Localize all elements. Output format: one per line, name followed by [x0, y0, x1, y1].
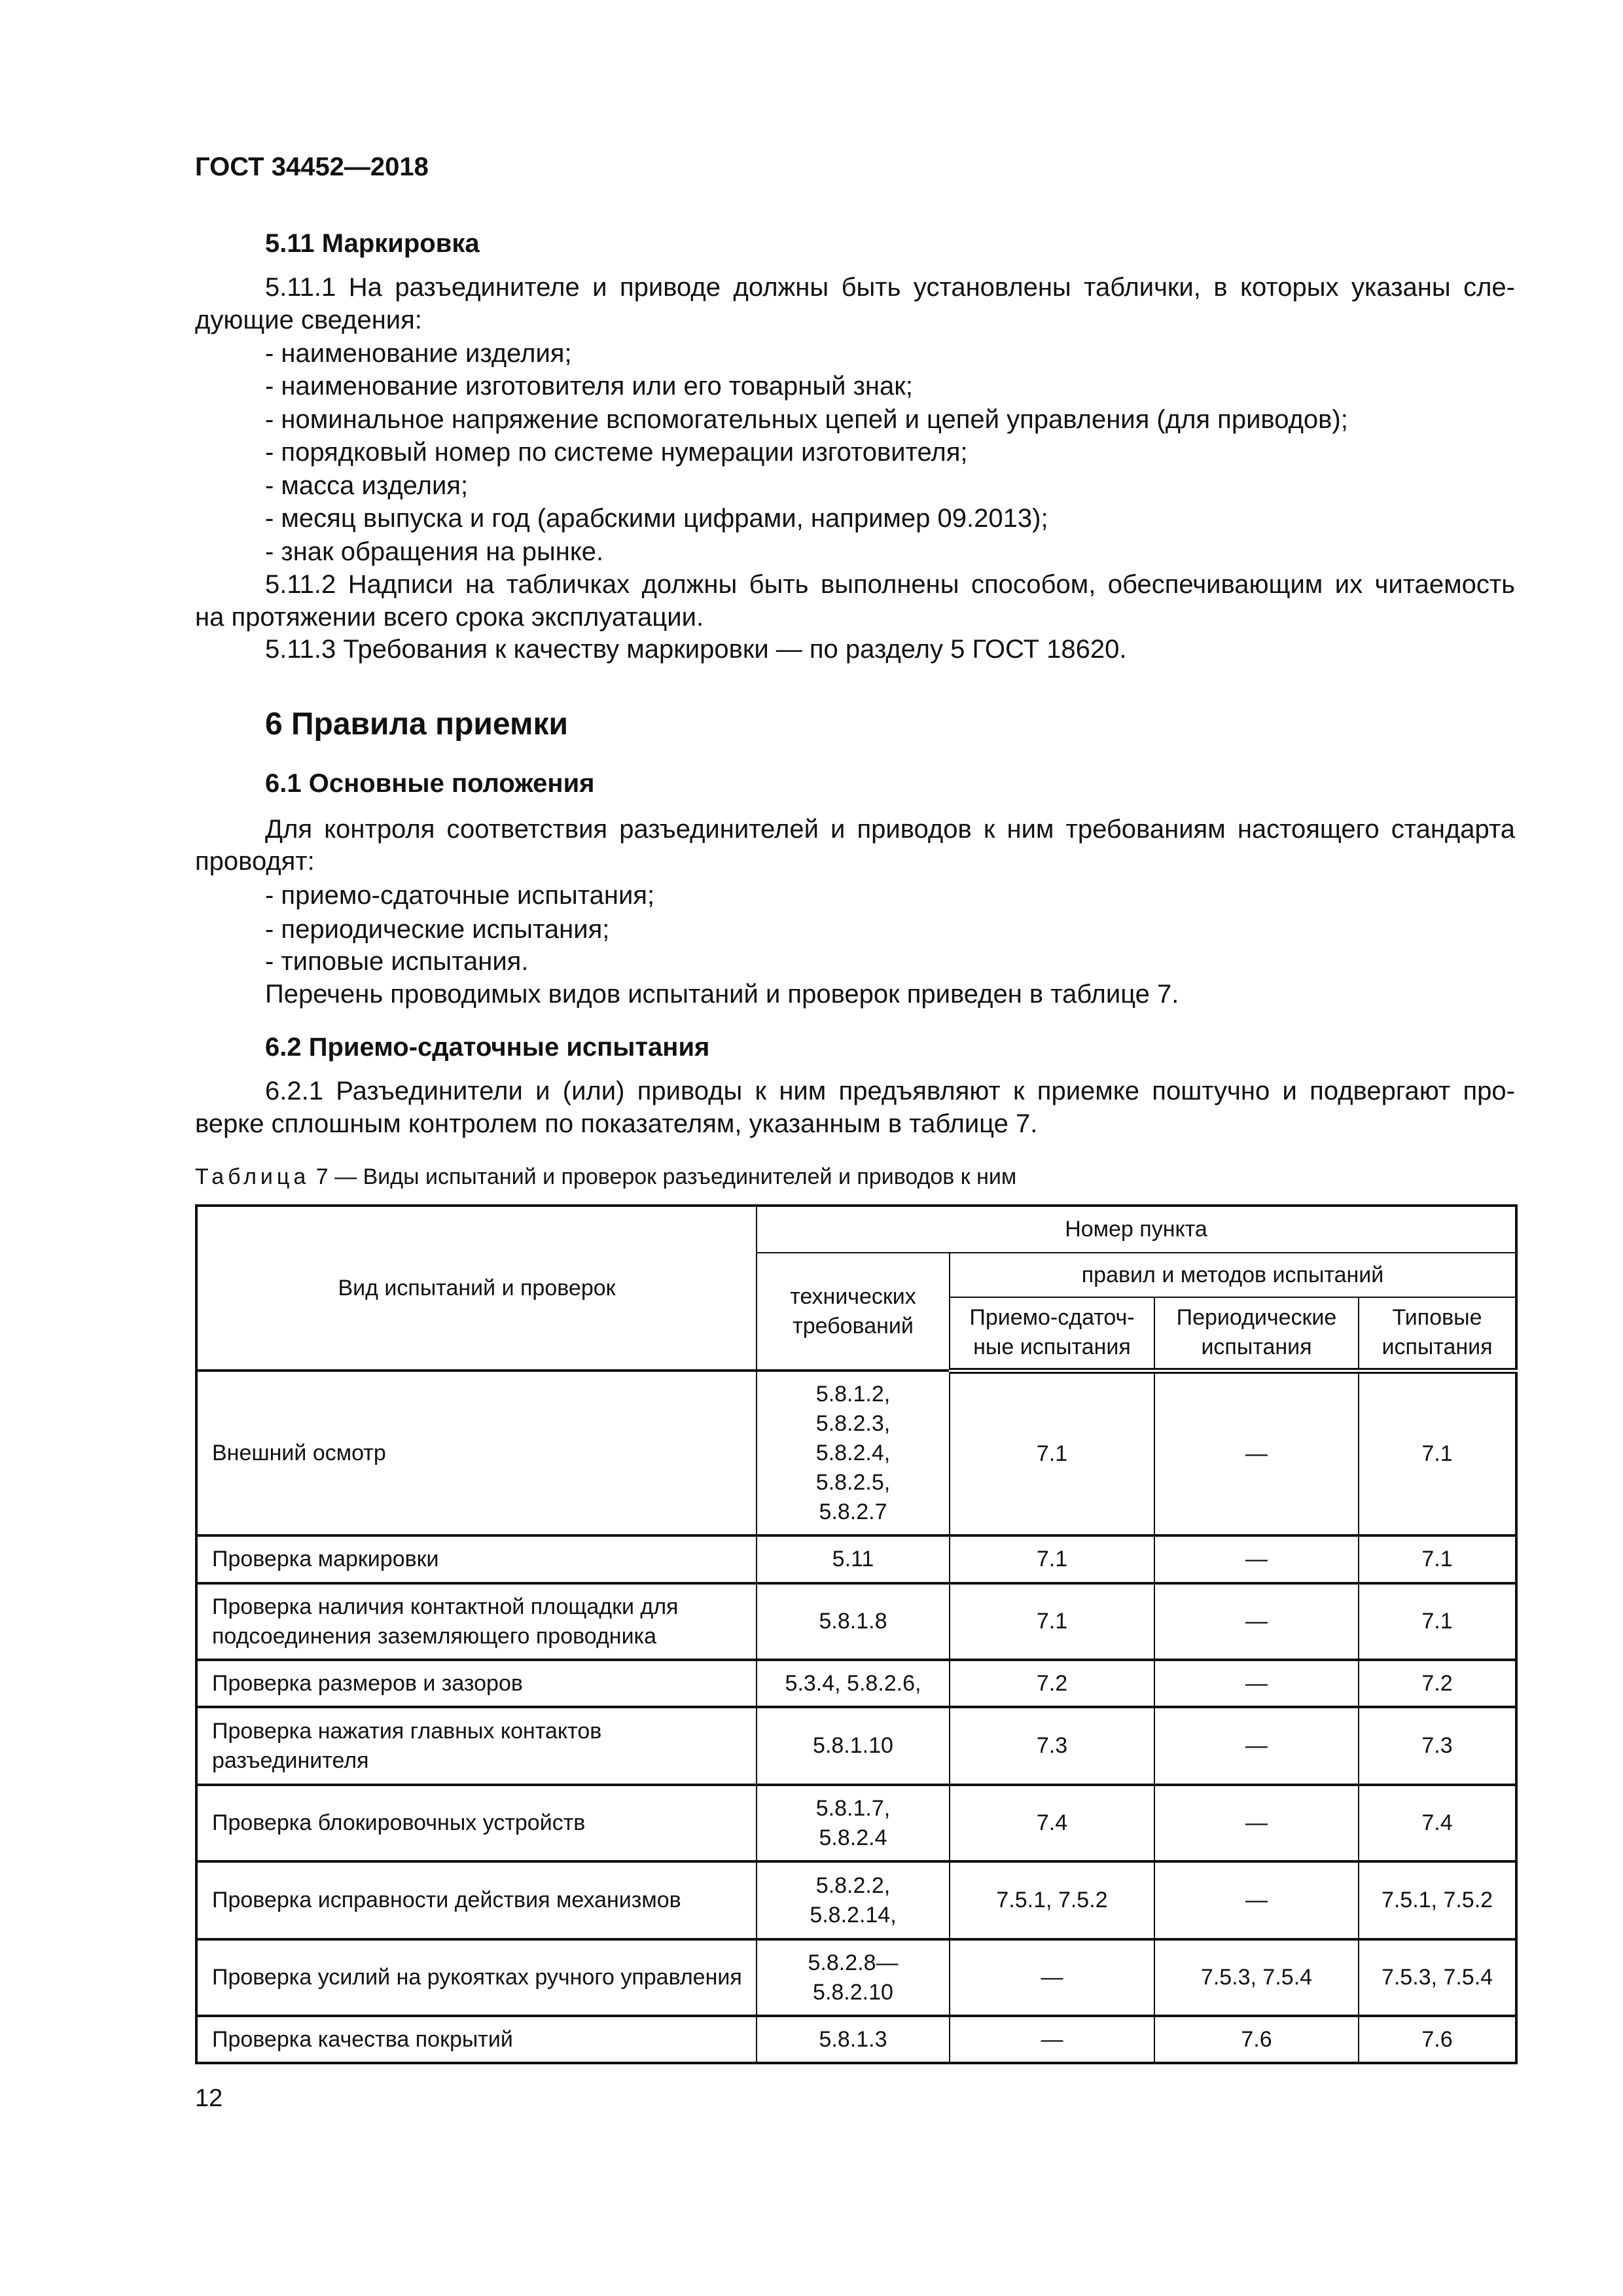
cell-periodic: —: [1154, 1785, 1359, 1861]
paragraph-line: 5.11.1 На разъединителе и приводе должны быть установлены таблички, в которых указаны сле-: [265, 273, 1515, 302]
table-row: [196, 2016, 1516, 2063]
cell-type-tests: 7.3: [1359, 1707, 1516, 1785]
table-row: [196, 1939, 1516, 2016]
list-item: - номинальное напряжение вспомогательных цепей и цепей управления (для приводов);: [265, 405, 1348, 434]
list-item: - типовые испытания.: [265, 947, 529, 976]
cell-test-type: Проверка размеров и зазоров: [196, 1660, 757, 1707]
table-row: [196, 1785, 1516, 1861]
cell-acceptance: 7.1: [950, 1371, 1154, 1535]
header-acceptance: Приемо-сдаточ-ные испытания: [950, 1297, 1154, 1371]
cell-test-type: Проверка усилий на рукоятках ручного управления: [196, 1939, 757, 2016]
cell-acceptance: 7.5.1, 7.5.2: [950, 1861, 1154, 1939]
cell-acceptance: 7.4: [950, 1785, 1154, 1861]
cell-tech-req: 5.8.2.8— 5.8.2.10: [757, 1939, 950, 2016]
cell-tech-req: 5.11: [757, 1535, 950, 1583]
table-row: [196, 1660, 1516, 1707]
list-item: - приемо-сдаточные испытания;: [265, 881, 655, 910]
cell-periodic: —: [1154, 1371, 1359, 1535]
cell-type-tests: 7.6: [1359, 2016, 1516, 2063]
table-row: [196, 1861, 1516, 1939]
cell-acceptance: 7.2: [950, 1660, 1154, 1707]
page-number: 12: [195, 2085, 223, 2112]
list-item: - порядковый номер по системе нумерации изготовителя;: [265, 438, 968, 467]
table-row: [196, 1583, 1516, 1660]
header-type: Вид испытаний и проверок: [196, 1206, 757, 1371]
table-caption: [195, 1160, 1515, 1193]
section-title: 6.2 Приемо-сдаточные испытания: [265, 1033, 710, 1062]
cell-tech-req: 5.8.2.2, 5.8.2.14,: [757, 1861, 950, 1939]
cell-type-tests: 7.1: [1359, 1535, 1516, 1583]
list-item: - знак обращения на рынке.: [265, 537, 604, 566]
cell-tech-req: 5.8.1.7, 5.8.2.4: [757, 1785, 950, 1861]
header-type-tests: Типовые испытания: [1359, 1297, 1516, 1371]
paragraph-line: Для контроля соответствия разъединителей и приводов к ним требованиям настоящего стандарта: [265, 815, 1515, 844]
tests-table: [195, 1204, 1518, 2064]
cell-test-type: Проверка исправности действия механизмов: [196, 1861, 757, 1939]
list-item: - месяц выпуска и год (арабскими цифрами, например 09.2013);: [265, 504, 1048, 533]
cell-periodic: —: [1154, 1861, 1359, 1939]
cell-type-tests: 7.1: [1359, 1583, 1516, 1660]
paragraph-line: Перечень проводимых видов испытаний и проверок приведен в таблице 7.: [265, 980, 1179, 1009]
paragraph-line: проводят:: [195, 847, 315, 876]
header-periodic: Периодические испытания: [1154, 1297, 1359, 1371]
cell-tech-req: 5.8.1.10: [757, 1707, 950, 1785]
header-tech: технических требований: [757, 1253, 950, 1371]
paragraph-line: 6.2.1 Разъединители и (или) приводы к ним предъявляют к приемке поштучно и подвергают про-: [265, 1077, 1515, 1105]
section-title: 5.11 Маркировка: [265, 229, 480, 258]
cell-periodic: —: [1154, 1660, 1359, 1707]
caption-text: 7 — Виды испытаний и проверок разъединителей и приводов к ним: [315, 1164, 1017, 1189]
document-header: ГОСТ 34452—2018: [195, 152, 429, 181]
header-number: Номер пункта: [757, 1206, 1516, 1253]
paragraph-line: верке сплошным контролем по показателям, указанным в таблице 7.: [195, 1109, 1038, 1138]
chapter-title: 6 Правила приемки: [265, 707, 569, 742]
cell-test-type: Внешний осмотр: [196, 1371, 757, 1535]
cell-test-type: Проверка маркировки: [196, 1535, 757, 1583]
cell-tech-req: 5.8.1.8: [757, 1583, 950, 1660]
paragraph-line: 5.11.2 Надписи на табличках должны быть выполнены способом, обеспечивающим их читаемость: [265, 570, 1515, 599]
paragraph-line: 5.11.3 Требования к качеству маркировки — по разделу 5 ГОСТ 18620.: [265, 635, 1127, 664]
cell-periodic: —: [1154, 1583, 1359, 1660]
table-row: [196, 1535, 1516, 1583]
cell-acceptance: —: [950, 1939, 1154, 2016]
cell-test-type: Проверка нажатия главных контактов разъединителя: [196, 1707, 757, 1785]
cell-type-tests: 7.4: [1359, 1785, 1516, 1861]
cell-test-type: Проверка качества покрытий: [196, 2016, 757, 2063]
cell-acceptance: —: [950, 2016, 1154, 2063]
cell-type-tests: 7.5.1, 7.5.2: [1359, 1861, 1516, 1939]
paragraph-line: на протяжении всего срока эксплуатации.: [195, 603, 704, 632]
cell-acceptance: 7.3: [950, 1707, 1154, 1785]
header-rules: правил и методов испытаний: [950, 1253, 1516, 1297]
list-item: - наименование изделия;: [265, 339, 572, 368]
list-item: - периодические испытания;: [265, 915, 610, 944]
table-row: [196, 1707, 1516, 1785]
table-row: [196, 1371, 1516, 1535]
cell-test-type: Проверка наличия контактной площадки для подсоединения заземляющего проводника: [196, 1583, 757, 1660]
cell-tech-req: 5.8.1.3: [757, 2016, 950, 2063]
cell-periodic: 7.6: [1154, 2016, 1359, 2063]
caption-label: Таблица: [195, 1164, 310, 1189]
list-item: - масса изделия;: [265, 471, 469, 500]
cell-test-type: Проверка блокировочных устройств: [196, 1785, 757, 1861]
section-title: 6.1 Основные положения: [265, 769, 595, 798]
cell-type-tests: 7.1: [1359, 1371, 1516, 1535]
cell-acceptance: 7.1: [950, 1583, 1154, 1660]
cell-periodic: —: [1154, 1707, 1359, 1785]
cell-type-tests: 7.2: [1359, 1660, 1516, 1707]
list-item: - наименование изготовителя или его товарный знак;: [265, 372, 913, 401]
cell-tech-req: 5.3.4, 5.8.2.6,: [757, 1660, 950, 1707]
cell-tech-req: 5.8.1.2, 5.8.2.3, 5.8.2.4, 5.8.2.5, 5.8.2.7: [757, 1371, 950, 1535]
cell-periodic: —: [1154, 1535, 1359, 1583]
cell-acceptance: 7.1: [950, 1535, 1154, 1583]
cell-type-tests: 7.5.3, 7.5.4: [1359, 1939, 1516, 2016]
cell-periodic: 7.5.3, 7.5.4: [1154, 1939, 1359, 2016]
paragraph-line: дующие сведения:: [195, 306, 422, 334]
